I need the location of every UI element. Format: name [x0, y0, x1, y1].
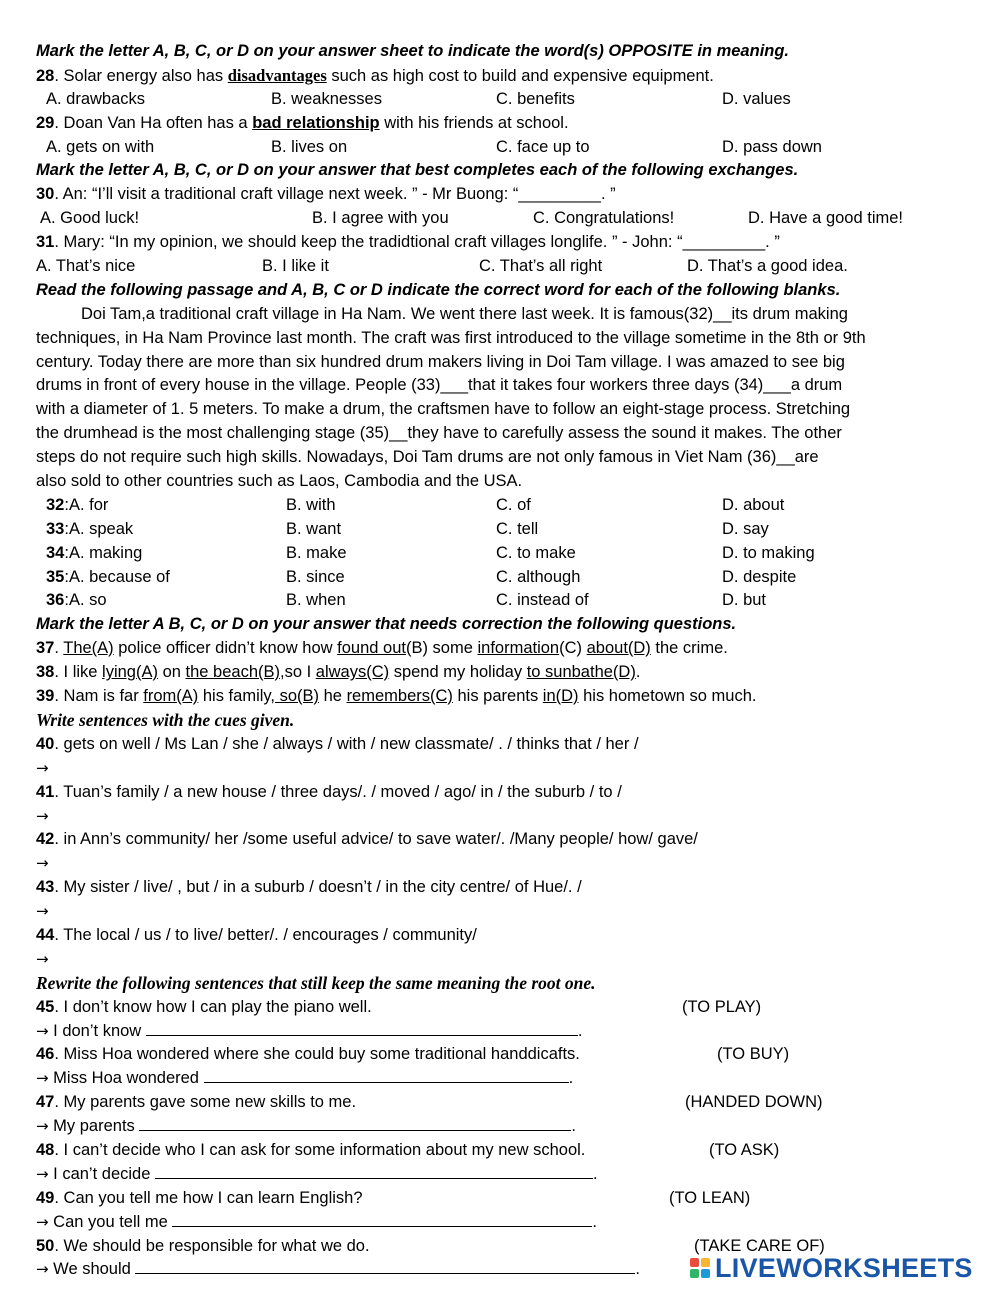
question-39: 39. Nam is far from(A) his family, so(B) he remembers(C) his parents in(D) his hometown so much. [36, 687, 757, 706]
key-word: disadvantages [227, 65, 327, 85]
question-number: 36 [46, 591, 65, 610]
question-49: 49. Can you tell me how I can learn English? (TO LEAN) [36, 1187, 966, 1211]
option-c[interactable]: C. face up to [496, 137, 590, 156]
answer-line-47: → My parents . [36, 1117, 576, 1136]
option-b[interactable]: B. with [286, 495, 336, 514]
option-d[interactable]: D. to making [722, 543, 815, 562]
option-d[interactable]: D. That’s a good idea. [687, 257, 848, 276]
option-a[interactable]: :A. making [64, 543, 143, 562]
key-word: bad relationship [252, 113, 380, 132]
option-b[interactable]: B. when [286, 591, 346, 610]
answer-blank[interactable] [172, 1212, 592, 1227]
option-c[interactable]: C. That’s all right [479, 257, 603, 276]
logo-text: LIVEWORKSHEETS [715, 1252, 973, 1283]
option-b[interactable]: B. I agree with you [312, 209, 449, 228]
question-number: 35 [46, 567, 65, 586]
option-c[interactable]: C. benefits [496, 89, 575, 108]
question-number: 41 [36, 782, 55, 801]
answer-line-43[interactable] [36, 900, 966, 924]
option-b[interactable]: B. lives on [271, 137, 348, 156]
option-c[interactable]: C. Congratulations! [533, 209, 675, 228]
question-30: 30. An: “I’ll visit a traditional craft village next week. ” - Mr Buong: “_________. ” [36, 185, 616, 204]
question-number: 30 [36, 185, 55, 204]
answer-blank[interactable] [139, 1116, 571, 1131]
option-d[interactable]: in(D) [542, 687, 579, 706]
option-d[interactable]: D. despite [722, 567, 797, 586]
hint: (TO ASK) [709, 1140, 780, 1159]
section-heading-passage: Read the following passage and A, B, C or D indicate the correct word for each of the following blanks. [36, 280, 841, 299]
passage-line: steps do not require such high skills. Nowadays, Doi Tam drums are not only famous in Viet Nam (36)__are [36, 448, 819, 467]
arrow-icon: → [36, 1260, 49, 1279]
section-heading-correction: Mark the letter A B, C, or D on your answer that needs correction the following questions. [36, 615, 737, 634]
question-number: 45 [36, 997, 55, 1016]
arrow-icon: → [36, 1212, 49, 1231]
option-b[interactable]: B. want [286, 519, 342, 538]
option-a[interactable]: from(A) [143, 687, 199, 706]
answer-line-45: → I don’t know . [36, 1021, 583, 1040]
question-38: 38. I like lying(A) on the beach(B),so I always(C) spend my holiday to sunbathe(D). [36, 663, 641, 682]
answer-line-49: → Can you tell me . [36, 1212, 597, 1231]
section-heading-rewrite: Rewrite the following sentences that still keep the same meaning the root one. [36, 972, 596, 993]
passage-line: also sold to other countries such as Laos, Cambodia and the USA. [36, 472, 523, 491]
option-a[interactable]: A. drawbacks [46, 89, 146, 108]
option-d[interactable]: D. values [722, 89, 791, 108]
question-31: 31. Mary: “In my opinion, we should keep the tradidtional craft villages longlife. ” - John: “_________. ” [36, 233, 780, 252]
arrow-icon: → [36, 1021, 49, 1040]
option-a[interactable]: A. Good luck! [40, 209, 140, 228]
question-number: 46 [36, 1045, 55, 1064]
options-29 [36, 136, 966, 160]
option-a[interactable]: :A. because of [64, 567, 170, 586]
passage-line: the drumhead is the most challenging stage (35)__they have to carefully assess the sound it makes. The other [36, 424, 842, 443]
answer-line-46: → Miss Hoa wondered . [36, 1069, 574, 1088]
hint: (TO PLAY) [682, 997, 762, 1016]
worksheet-page [36, 40, 966, 1282]
option-d[interactable]: D. about [722, 495, 785, 514]
arrow-icon: → [36, 1164, 49, 1183]
arrow-icon: → [36, 806, 49, 825]
answer-line-48: → I can’t decide . [36, 1164, 598, 1183]
question-number: 29 [36, 113, 55, 132]
option-d[interactable]: about(D) [586, 639, 651, 658]
option-d[interactable]: to sunbathe(D) [526, 663, 636, 682]
question-47: 47. My parents gave some new skills to me. (HANDED DOWN) [36, 1091, 966, 1115]
hint: (TO BUY) [717, 1045, 790, 1064]
section-heading-cues: Write sentences with the cues given. [36, 709, 295, 730]
option-a[interactable]: :A. for [64, 495, 109, 514]
question-50: 50. We should be responsible for what we do. (TAKE CARE OF) [36, 1235, 966, 1259]
option-c[interactable]: C. instead of [496, 591, 589, 610]
option-c[interactable]: C. although [496, 567, 581, 586]
passage-line: with a diameter of 1. 5 meters. To make a drum, the craftsmen have to follow an eight-stage process. Stretching [36, 400, 851, 419]
question-number: 32 [46, 495, 65, 514]
question-46: 46. Miss Hoa wondered where she could buy some traditional handdicafts. (TO BUY) [36, 1043, 966, 1067]
liveworksheets-logo [690, 1253, 973, 1283]
option-a[interactable]: :A. so [64, 591, 107, 610]
option-d[interactable]: D. Have a good time! [748, 209, 903, 228]
arrow-icon: → [36, 1069, 49, 1088]
question-number: 43 [36, 878, 55, 897]
option-c[interactable]: always(C) [315, 663, 390, 682]
question-48: 48. I can’t decide who I can ask for some information about my new school. (TO ASK) [36, 1139, 966, 1163]
option-d[interactable]: D. but [722, 591, 767, 610]
option-b[interactable]: B. since [286, 567, 345, 586]
question-42: 42. in Ann’s community/ her /some useful advice/ to save water/. /Many people/ how/ gave/ [36, 830, 698, 849]
question-number: 39 [36, 687, 55, 706]
options-28 [36, 88, 966, 112]
option-a[interactable]: A. gets on with [46, 137, 155, 156]
option-b[interactable]: B. I like it [262, 257, 329, 276]
arrow-icon: → [36, 758, 49, 777]
option-c[interactable]: remembers(C) [346, 687, 453, 706]
options-32 [36, 494, 966, 518]
logo-grid-icon [690, 1258, 710, 1278]
options-36 [36, 589, 966, 613]
option-b[interactable]: B. weaknesses [271, 89, 382, 108]
option-b[interactable]: found out [337, 639, 406, 658]
option-a[interactable]: A. That’s nice [36, 257, 136, 276]
option-d[interactable]: D. pass down [722, 137, 822, 156]
question-37: 37. The(A) police officer didn’t know how found out(B) some information(C) about(D) the crime. [36, 639, 728, 658]
option-c[interactable]: information [477, 639, 560, 658]
options-31 [36, 255, 966, 279]
options-34 [36, 542, 966, 566]
answer-line-41[interactable] [36, 805, 966, 829]
answer-line-42[interactable] [36, 852, 966, 876]
answer-line-44[interactable] [36, 948, 966, 972]
question-number: 28 [36, 66, 55, 85]
question-number: 44 [36, 925, 55, 944]
option-b[interactable]: so(B) [275, 687, 320, 706]
question-number: 49 [36, 1188, 55, 1207]
option-a[interactable]: :A. speak [64, 519, 134, 538]
option-d[interactable]: D. say [722, 519, 769, 538]
answer-blank[interactable] [204, 1068, 569, 1083]
answer-blank[interactable] [135, 1259, 635, 1274]
question-number: 34 [46, 543, 65, 562]
option-b[interactable]: B. make [286, 543, 347, 562]
option-b[interactable]: the beach(B) [185, 663, 280, 682]
section-heading-opposite: Mark the letter A, B, C, or D on your answer sheet to indicate the word(s) OPPOSITE in meaning. [36, 42, 790, 60]
arrow-icon: → [36, 949, 49, 968]
arrow-icon: → [36, 1117, 49, 1136]
question-41: 41. Tuan’s family / a new house / three days/. / moved / ago/ in / the suburb / to / [36, 782, 622, 801]
passage-line: drums in front of every house in the village. People (33)___that it takes four workers three days (34)___a drum [36, 376, 843, 395]
question-number: 33 [46, 519, 65, 538]
hint: (TAKE CARE OF) [694, 1236, 825, 1255]
question-number: 31 [36, 233, 55, 252]
option-c[interactable]: C. to make [496, 543, 576, 562]
question-43: 43. My sister / live/ , but / in a suburb / doesn’t / in the city centre/ of Hue/. / [36, 878, 582, 897]
arrow-icon: → [36, 854, 49, 873]
answer-line-40[interactable] [36, 757, 966, 781]
section-heading-exchanges: Mark the letter A, B, C, or D on your answer that best completes each of the following exchanges. [36, 161, 799, 180]
question-40: 40. gets on well / Ms Lan / she / always / with / new classmate/ . / thinks that / her / [36, 734, 639, 753]
option-a[interactable]: lying(A) [102, 663, 158, 682]
question-number: 47 [36, 1093, 55, 1112]
option-a[interactable]: The(A) [63, 639, 114, 658]
option-c[interactable]: C. of [496, 495, 531, 514]
option-c[interactable]: C. tell [496, 519, 539, 538]
hint: (HANDED DOWN) [685, 1093, 823, 1112]
question-number: 38 [36, 663, 55, 682]
options-30 [36, 207, 966, 231]
question-44: 44. The local / us / to live/ better/. / encourages / community/ [36, 925, 477, 944]
question-number: 50 [36, 1236, 55, 1255]
passage-line: century. Today there are more than six hundred drum makers living in Doi Tam village. I was amazed to see big [36, 352, 845, 371]
arrow-icon: → [36, 902, 49, 921]
question-number: 37 [36, 639, 55, 658]
options-35 [36, 566, 966, 590]
passage-line: techniques, in Ha Nam Province last month. The craft was first introduced to the village sometime in the 8th or 9th [36, 328, 866, 347]
question-29: 29. Doan Van Ha often has a bad relationship with his friends at school. [36, 113, 569, 132]
answer-blank[interactable] [146, 1021, 578, 1036]
answer-blank[interactable] [155, 1164, 593, 1179]
question-number: 40 [36, 734, 55, 753]
question-45: 45. I don’t know how I can play the piano well. (TO PLAY) [36, 996, 966, 1020]
passage-line: Doi Tam,a traditional craft village in Ha Nam. We went there last week. It is famous(32)__its drum making [81, 304, 848, 323]
hint: (TO LEAN) [669, 1188, 751, 1207]
question-number: 42 [36, 830, 55, 849]
options-33 [36, 518, 966, 542]
question-28: 28. Solar energy also has disadvantages such as high cost to build and expensive equipment. [36, 65, 714, 85]
answer-line-50: → We should . [36, 1260, 640, 1279]
question-number: 48 [36, 1140, 55, 1159]
